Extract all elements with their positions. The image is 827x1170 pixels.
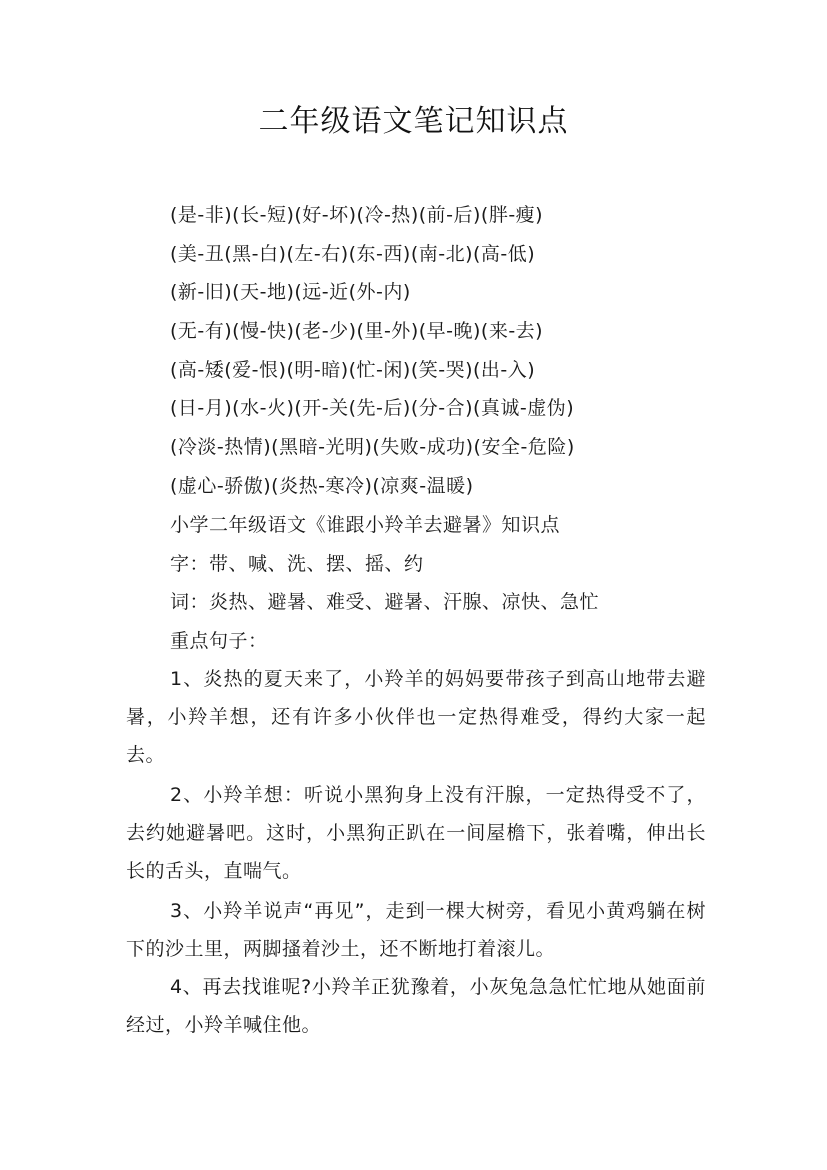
antonym-pairs-line: (新-旧)(天-地)(远-近(外-内) bbox=[170, 281, 411, 304]
antonym-pairs-list bbox=[170, 196, 730, 506]
words-line: 词：炎热、避暑、难受、避暑、汗腺、凉快、急忙 bbox=[170, 591, 600, 614]
antonym-pairs-line: (日-月)(水-火)(开-关(先-后)(分-合)(真诚-虚伪) bbox=[170, 397, 575, 420]
sentence-paragraph: 1、炎热的夏天来了，小羚羊的妈妈要带孩子到高山地带去避暑，小羚羊想，还有许多小伙伴也一定热得难受，得约大家一起去。 bbox=[126, 668, 706, 767]
antonym-pairs-line: (是-非)(长-短)(好-坏)(冷-热)(前-后)(胖-瘦) bbox=[170, 204, 544, 226]
antonym-pairs-line: (虚心-骄傲)(炎热-寒冷)(凉爽-温暖) bbox=[170, 474, 474, 497]
antonym-pairs-line: (美-丑(黑-白)(左-右)(东-西)(南-北)(高-低) bbox=[170, 242, 536, 265]
characters-line: 字：带、喊、洗、摆、摇、约 bbox=[170, 552, 424, 575]
key-sentences-label: 重点句子： bbox=[170, 630, 268, 653]
lesson-heading: 小学二年级语文《谁跟小羚羊去避暑》知识点 bbox=[170, 514, 561, 536]
sentence-paragraph: 2、小羚羊想：听说小黑狗身上没有汗腺，一定热得受不了，去约她避暑吧。这时，小黑狗正趴在一间屋檐下，张着嘴，伸出长长的舌头，直喘气。 bbox=[126, 784, 706, 883]
antonym-pairs-line: (无-有)(慢-快)(老-少)(里-外)(早-晚)(来-去) bbox=[170, 320, 544, 343]
lesson-notes bbox=[170, 506, 710, 661]
page-title: 二年级语文笔记知识点 bbox=[258, 104, 569, 139]
antonym-pairs-line: (高-矮(爱-恨)(明-暗)(忙-闲)(笑-哭)(出-入) bbox=[170, 358, 536, 381]
sentence-paragraph: 4、再去找谁呢?小羚羊正犹豫着，小灰兔急急忙忙地从她面前经过，小羚羊喊住他。 bbox=[126, 976, 706, 1037]
sentence-paragraph: 3、小羚羊说声“再见”，走到一棵大树旁，看见小黄鸡躺在树下的沙土里，两脚搔着沙土，还不断地打着滚儿。 bbox=[126, 900, 706, 961]
antonym-pairs-line: (冷淡-热情)(黑暗-光明)(失败-成功)(安全-危险) bbox=[170, 436, 575, 459]
